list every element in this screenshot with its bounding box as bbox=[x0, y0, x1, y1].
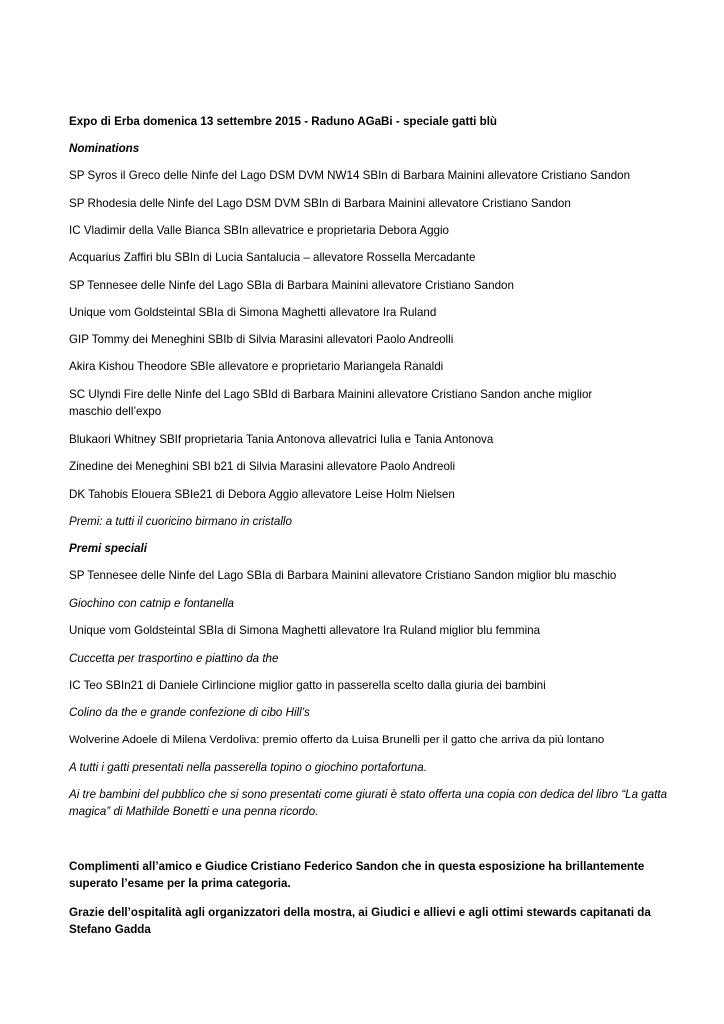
nomination-item: Blukaori Whitney SBIf proprietaria Tania Antonova allevatrici Iulia e Tania Antonova bbox=[69, 433, 494, 446]
nomination-item: DK Tahobis Elouera SBIe21 di Debora Aggio allevatore Leise Holm Nielsen bbox=[69, 488, 455, 501]
premio-speciale-item: Unique vom Goldsteintal SBIa di Simona Maghetti allevatore Ira Ruland miglior blu femmina bbox=[69, 624, 541, 637]
bambini-note: Ai tre bambini del pubblico che si sono presentati come giurati è stato offerta una copia con dedica del libro “La gatta magica” di Mathilde Bonetti e una penna ricordo. bbox=[69, 788, 668, 818]
premio-speciale-item: IC Teo SBIn21 di Daniele Cirlincione miglior gatto in passerella scelto dalla giuria dei bambini bbox=[69, 679, 546, 692]
nomination-item: Unique vom Goldsteintal SBIa di Simona Maghetti allevatore Ira Ruland bbox=[69, 306, 437, 319]
premio-speciale-prize: Cuccetta per trasportino e piattino da the bbox=[69, 652, 279, 665]
grazie-paragraph: Grazie dell’ospitalità agli organizzatori della mostra, ai Giudici e allievi e agli ottimi stewards capitanati da Stefano Gadda bbox=[69, 906, 651, 936]
premi-note: Premi: a tutti il cuoricino birmano in cristallo bbox=[69, 515, 292, 528]
premio-speciale-prize: Giochino con catnip e fontanella bbox=[69, 597, 235, 610]
document-title: Expo di Erba domenica 13 settembre 2015 - Raduno AGaBi - speciale gatti blù bbox=[69, 115, 498, 128]
nominations-heading: Nominations bbox=[69, 142, 140, 155]
premi-speciali-heading: Premi speciali bbox=[69, 542, 147, 555]
premio-speciale-item: SP Tennesee delle Ninfe del Lago SBIa di Barbara Mainini allevatore Cristiano Sandon miglior blu maschio bbox=[69, 569, 617, 582]
nomination-item: GIP Tommy dei Meneghini SBIb di Silvia Marasini allevatori Paolo Andreolli bbox=[69, 333, 454, 346]
nomination-item: IC Vladimir della Valle Bianca SBIn allevatrice e proprietaria Debora Aggio bbox=[69, 224, 450, 237]
nomination-item: SP Syros il Greco delle Ninfe del Lago DSM DVM NW14 SBIn di Barbara Mainini allevatore Cristiano Sandon bbox=[69, 169, 631, 182]
nomination-item: SP Rhodesia delle Ninfe del Lago DSM DVM SBIn di Barbara Mainini allevatore Cristiano Sandon bbox=[69, 197, 571, 210]
passerella-note: A tutti i gatti presentati nella passerella topino o giochino portafortuna. bbox=[69, 761, 427, 774]
nomination-item: SP Tennesee delle Ninfe del Lago SBIa di Barbara Mainini allevatore Cristiano Sandon bbox=[69, 279, 514, 292]
nomination-item: SC Ulyndi Fire delle Ninfe del Lago SBId di Barbara Mainini allevatore Cristiano Sandon anche miglior maschio dell’expo bbox=[69, 388, 593, 418]
complimenti-paragraph: Complimenti all’amico e Giudice Cristiano Federico Sandon che in questa esposizione ha brillantemente superato l’esame per la prima categoria. bbox=[69, 860, 645, 890]
premio-speciale-item: Wolverine Adoele di Milena Verdoliva: premio offerto da Luisa Brunelli per il gatto che arriva da più lontano bbox=[69, 734, 605, 746]
nomination-item: Acquarius Zaffiri blu SBIn di Lucia Santalucia – allevatore Rossella Mercadante bbox=[69, 251, 476, 264]
nomination-item: Akira Kishou Theodore SBIe allevatore e proprietario Mariangela Ranaldi bbox=[69, 360, 444, 373]
nomination-item: Zinedine dei Meneghini SBI b21 di Silvia Marasini allevatore Paolo Andreoli bbox=[69, 460, 456, 473]
premio-speciale-prize: Colino da the e grande confezione di cibo Hill’s bbox=[69, 706, 310, 719]
